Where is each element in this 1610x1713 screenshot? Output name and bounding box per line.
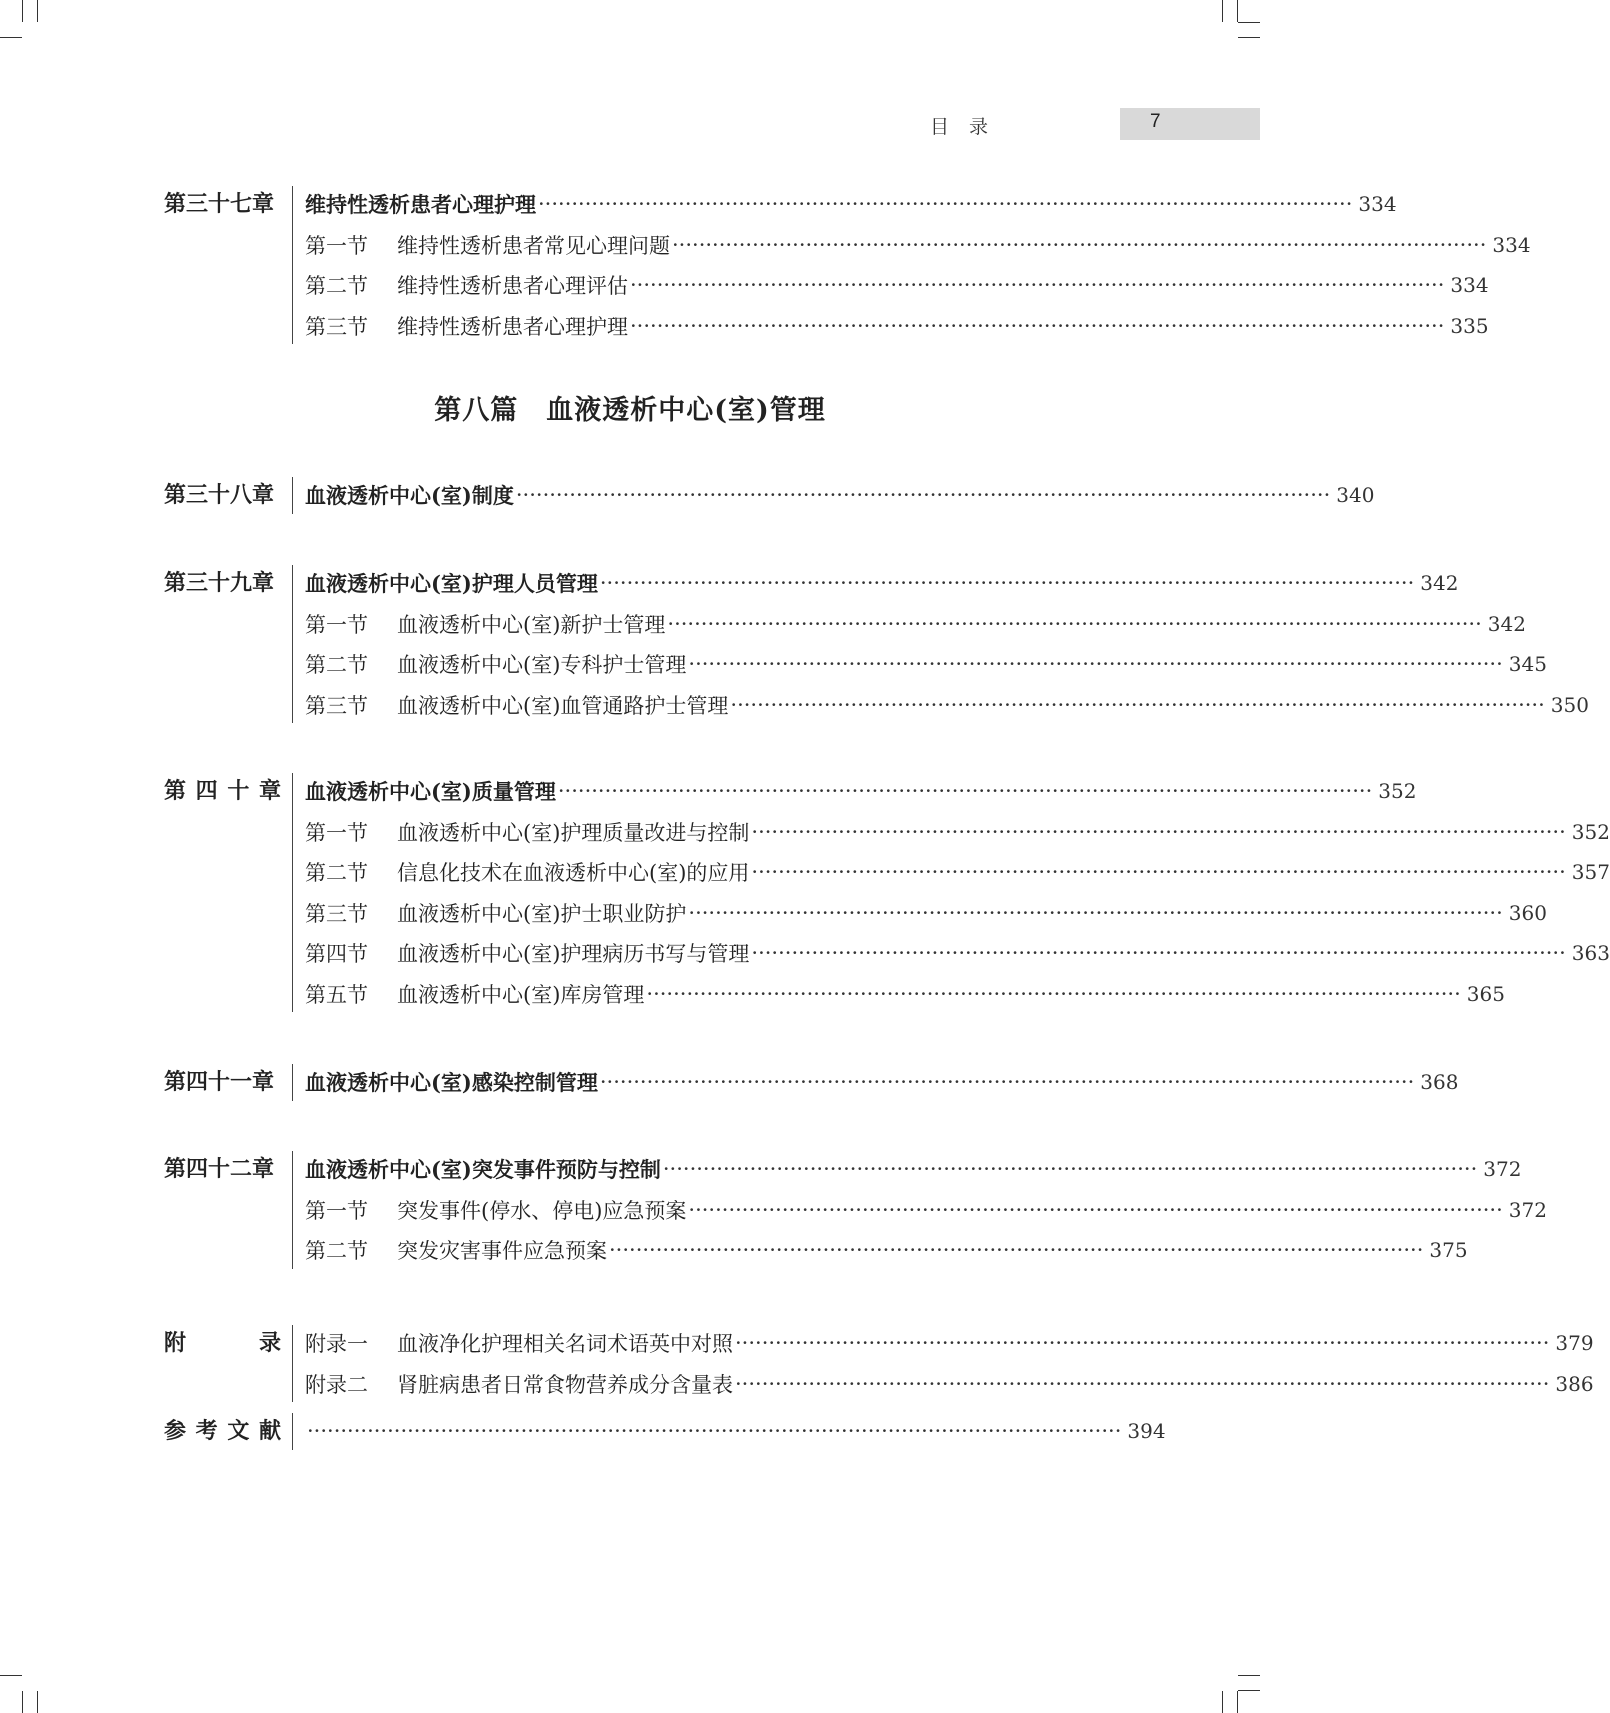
part-title: 第八篇 血液透析中心(室)管理 — [434, 395, 826, 426]
crop-mark — [1237, 1691, 1238, 1713]
section-entry[interactable] — [305, 265, 1489, 305]
page-ref: 379 — [1555, 1331, 1594, 1355]
chapter-label-char: 十 — [227, 778, 250, 804]
page-ref: 386 — [1555, 1371, 1594, 1396]
crop-mark — [1237, 0, 1238, 22]
chapter-label-char: 文 — [227, 1418, 250, 1444]
crop-mark — [1222, 0, 1223, 22]
chapter-label-char: 第 — [164, 778, 187, 804]
chapter-title: 血液透析中心(室)护理人员管理 — [305, 571, 598, 596]
page-number-tab — [1120, 108, 1260, 140]
section-label: 第二节 — [305, 1239, 368, 1263]
section-title: 血液透析中心(室)血管通路护士管理 — [397, 693, 729, 718]
dot-leader: ·························································································································· — [751, 860, 1566, 884]
section-title: 血液透析中心(室)新护士管理 — [397, 612, 666, 637]
dot-leader: ·························································································································· — [599, 1070, 1415, 1094]
chapter-title: 血液透析中心(室)突发事件预防与控制 — [305, 1157, 661, 1182]
section-title: 血液净化护理相关名词术语英中对照 — [397, 1332, 733, 1356]
chapter-label — [164, 771, 281, 811]
page-ref: 334 — [1358, 192, 1397, 216]
chapter-label: 第三十九章 — [164, 570, 275, 596]
chapter-label-char: 参 — [164, 1418, 187, 1444]
section-entry[interactable] — [305, 933, 1610, 973]
section-label: 第二节 — [305, 274, 368, 298]
page-ref: 345 — [1508, 652, 1547, 676]
section-label: 第三节 — [305, 314, 368, 339]
crop-mark — [1238, 1690, 1260, 1691]
chapter-title: 维持性透析患者心理护理 — [305, 192, 536, 217]
section-label: 第一节 — [305, 1198, 368, 1223]
page-ref: 342 — [1420, 571, 1459, 595]
section-label: 附录一 — [305, 1332, 368, 1356]
page-ref: 334 — [1450, 273, 1489, 297]
page-ref: 394 — [1127, 1419, 1166, 1443]
page-ref: 365 — [1466, 981, 1505, 1006]
chapter-divider — [292, 565, 293, 723]
crop-mark — [22, 0, 23, 22]
chapter-label-char: 附 — [164, 1330, 187, 1356]
section-entry[interactable] — [305, 1364, 1594, 1404]
dot-leader: ·························································································································· — [730, 692, 1545, 717]
section-entry[interactable] — [305, 1323, 1594, 1363]
section-label: 第三节 — [305, 693, 368, 718]
page-ref: 335 — [1450, 313, 1489, 338]
dot-leader: ·························································································································· — [307, 1419, 1122, 1443]
chapter-label — [164, 1411, 281, 1451]
section-title: 信息化技术在血液透析中心(室)的应用 — [397, 861, 750, 885]
chapter-label-char: 录 — [258, 1330, 281, 1356]
section-title: 血液透析中心(室)护士职业防护 — [397, 901, 687, 926]
page-ref: 363 — [1571, 941, 1610, 965]
chapter-label-char: 考 — [195, 1418, 218, 1444]
section-title: 维持性透析患者心理护理 — [397, 314, 628, 339]
dot-leader: ·························································································································· — [688, 900, 1503, 925]
crop-mark — [1238, 1675, 1260, 1676]
dot-leader: ·························································································································· — [688, 1197, 1503, 1222]
chapter-divider — [292, 1151, 293, 1269]
dot-leader: ·························································································································· — [538, 192, 1353, 216]
section-title: 血液透析中心(室)专科护士管理 — [397, 653, 687, 677]
section-entry[interactable] — [305, 604, 1526, 644]
chapter-divider — [292, 477, 293, 514]
section-label: 第一节 — [305, 612, 368, 637]
dot-leader: ·························································································································· — [646, 981, 1461, 1006]
page-ref: 342 — [1487, 611, 1526, 636]
section-label: 第一节 — [305, 233, 368, 258]
chapter-entry[interactable] — [305, 771, 1417, 811]
dot-leader: ·························································································································· — [662, 1157, 1478, 1181]
section-entry[interactable] — [305, 893, 1547, 933]
section-entry[interactable] — [305, 812, 1610, 852]
page-ref: 372 — [1483, 1157, 1522, 1181]
section-title: 维持性透析患者常见心理问题 — [397, 233, 670, 258]
chapter-divider — [292, 186, 293, 344]
section-title: 血液透析中心(室)护理病历书写与管理 — [397, 942, 750, 966]
page-ref: 352 — [1378, 779, 1417, 803]
chapter-divider — [292, 1064, 293, 1101]
crop-mark — [0, 37, 22, 38]
page-number: 7 — [1150, 111, 1161, 132]
section-label: 第二节 — [305, 653, 368, 677]
section-title: 突发事件(停水、停电)应急预案 — [397, 1198, 687, 1223]
dot-leader: ·························································································································· — [515, 483, 1331, 507]
chapter-divider — [292, 773, 293, 1012]
dot-leader: ·························································································································· — [667, 611, 1482, 636]
section-label: 第五节 — [305, 982, 368, 1007]
page-ref: 360 — [1508, 900, 1547, 925]
section-title: 血液透析中心(室)库房管理 — [397, 982, 645, 1007]
chapter-label: 第四十二章 — [164, 1156, 275, 1182]
chapter-title: 血液透析中心(室)质量管理 — [305, 779, 556, 804]
chapter-entry[interactable] — [305, 184, 1397, 224]
section-title: 维持性透析患者心理评估 — [397, 274, 628, 298]
dot-leader: ·························································································································· — [630, 273, 1445, 297]
dot-leader: ·························································································································· — [688, 652, 1503, 676]
dot-leader: ·························································································································· — [735, 1331, 1550, 1355]
section-title: 血液透析中心(室)护理质量改进与控制 — [397, 820, 750, 845]
section-label: 第四节 — [305, 942, 368, 966]
page-ref: 340 — [1336, 483, 1375, 507]
chapter-label-char: 献 — [258, 1418, 281, 1444]
crop-mark — [22, 1691, 23, 1713]
page-ref: 334 — [1492, 232, 1531, 257]
dot-leader: ·························································································································· — [609, 1238, 1424, 1262]
dot-leader: ·························································································································· — [672, 232, 1487, 257]
page-ref: 350 — [1550, 692, 1589, 717]
chapter-label: 第三十八章 — [164, 482, 275, 508]
chapter-divider — [292, 1325, 293, 1402]
chapter-entry[interactable] — [305, 1149, 1522, 1189]
page-ref: 352 — [1571, 819, 1610, 844]
crop-mark — [1238, 22, 1260, 23]
header-title: 目录 — [929, 116, 1008, 138]
section-entry[interactable] — [305, 974, 1505, 1014]
page-ref: 375 — [1429, 1238, 1468, 1262]
section-label: 第一节 — [305, 820, 368, 845]
chapter-entry[interactable] — [305, 475, 1375, 515]
page-ref: 372 — [1508, 1197, 1547, 1222]
chapter-divider — [292, 1413, 293, 1450]
crop-mark — [1238, 37, 1260, 38]
chapter-label: 第三十七章 — [164, 191, 275, 217]
chapter-label-char: 章 — [258, 778, 281, 804]
page-ref: 357 — [1571, 860, 1610, 884]
chapter-label-char: 四 — [195, 778, 218, 804]
section-entry[interactable] — [305, 306, 1489, 346]
section-entry[interactable] — [305, 644, 1547, 684]
section-title: 肾脏病患者日常食物营养成分含量表 — [397, 1372, 733, 1397]
chapter-entry[interactable] — [305, 1411, 1166, 1451]
section-entry[interactable] — [305, 685, 1589, 725]
crop-mark — [1222, 1691, 1223, 1713]
crop-mark — [0, 1675, 22, 1676]
section-label: 第三节 — [305, 901, 368, 926]
dot-leader: ·························································································································· — [751, 941, 1566, 965]
chapter-title: 血液透析中心(室)感染控制管理 — [305, 1070, 598, 1095]
section-label: 附录二 — [305, 1372, 368, 1397]
crop-mark — [37, 1691, 38, 1713]
page-ref: 368 — [1420, 1070, 1459, 1094]
chapter-label: 第四十一章 — [164, 1069, 275, 1095]
section-entry[interactable] — [305, 225, 1531, 265]
chapter-label — [164, 1323, 281, 1363]
section-entry[interactable] — [305, 852, 1610, 892]
chapter-entry[interactable] — [305, 563, 1459, 603]
section-entry[interactable] — [305, 1230, 1468, 1270]
crop-mark — [37, 0, 38, 22]
dot-leader: ·························································································································· — [630, 313, 1445, 338]
section-entry[interactable] — [305, 1190, 1547, 1230]
dot-leader: ·························································································································· — [599, 571, 1415, 595]
dot-leader: ·························································································································· — [735, 1371, 1550, 1396]
section-title: 突发灾害事件应急预案 — [397, 1239, 607, 1263]
chapter-entry[interactable] — [305, 1062, 1459, 1102]
dot-leader: ·························································································································· — [557, 779, 1373, 803]
dot-leader: ·························································································································· — [751, 819, 1566, 844]
chapter-title: 血液透析中心(室)制度 — [305, 483, 514, 508]
section-label: 第二节 — [305, 861, 368, 885]
